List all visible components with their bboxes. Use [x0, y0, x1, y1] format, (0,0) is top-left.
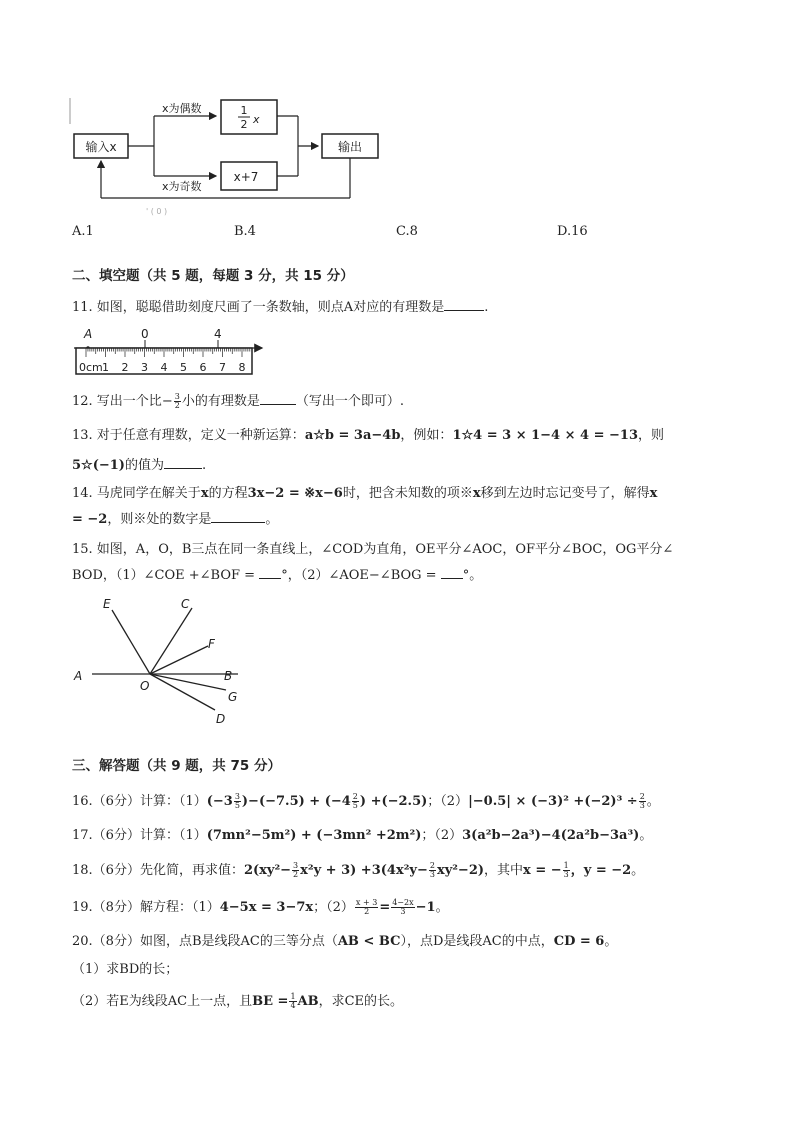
q16-frac2-num: 2 [352, 792, 358, 801]
section-2-title: 二、填空题（共 5 题，每题 3 分，共 15 分） [72, 268, 354, 284]
flow-half-den: 2 [240, 118, 248, 131]
question-14 [72, 484, 657, 504]
q14-x-2: x [472, 486, 481, 501]
ruler-label: 3 [141, 361, 148, 374]
q15-deg1: °，（2）∠AOE−∠BOG = [281, 568, 437, 583]
q18-frac3-num: 1 [563, 861, 569, 870]
ruler-label: 8 [238, 361, 246, 374]
q16-frac1-num: 3 [234, 792, 240, 801]
q11-text: 11. 如图，聪聪借助刻度尺画了一条数轴，则点A对应的有理数是 [72, 300, 445, 315]
option-d[interactable]: D.16 [557, 224, 588, 239]
flow-plus7-label: x+7 [233, 170, 259, 184]
q18-expr2: x²y + 3) +3(4x²y− [300, 863, 428, 878]
ruler-label: 6 [199, 361, 207, 374]
q18-frac2-num: 2 [429, 861, 435, 870]
q19-pre: 19.（8分）解方程：（1） [72, 900, 220, 915]
question-20-sub2 [72, 992, 403, 1012]
q18-frac-2 [429, 862, 436, 879]
q20-pre: 20.（8分）如图，点B是线段AC的三等分点（ [72, 934, 338, 949]
option-a[interactable]: A.1 [72, 224, 94, 239]
ruler-label: 1 [102, 361, 109, 374]
question-13-line2 [72, 456, 206, 476]
ruler-label: 5 [180, 361, 187, 374]
q19-mid: ；（2） [313, 900, 354, 915]
q15-deg2: °。 [462, 568, 483, 583]
question-18 [72, 861, 644, 881]
q18-frac2-den: 3 [429, 870, 435, 879]
q12-post: 小的有理数是 [181, 394, 260, 409]
q14-end: 。 [265, 512, 279, 527]
q16-term2: )−(−7.5) + (−4 [241, 794, 351, 809]
q16-end: 。 [646, 794, 660, 809]
point-b-label: B [224, 669, 233, 683]
q20-ab: AB [297, 994, 319, 1009]
point-c-label: C [181, 597, 190, 611]
q13-example: 1☆4 = 3 × 1−4 × 4 = −13 [452, 428, 639, 443]
q13-expr: 5☆(−1) [72, 458, 125, 473]
q14-mid2: 时，把含未知数的项※ [342, 486, 473, 501]
q15-blank-2 [441, 566, 463, 579]
q12-pre: 12. 写出一个比 [72, 394, 162, 409]
flow-half-num: 1 [240, 104, 248, 117]
flow-output-label: 输出 [337, 140, 363, 154]
question-17 [72, 826, 652, 846]
section-3-title: 三、解答题（共 9 题，共 75 分） [72, 758, 281, 774]
q20-sub2-end: ，求CE的长。 [318, 994, 404, 1009]
angle-figure [70, 592, 260, 728]
q17-part1: (7mn²−5m²) + (−3mn² +2m²) [206, 828, 422, 843]
q12-tail: （写出一个即可）. [295, 394, 404, 409]
q19-end: 。 [435, 900, 449, 915]
q14-pre: 14. 马虎同学在解关于 [72, 486, 201, 501]
question-20-sub1: （1）求BD的长； [72, 962, 179, 977]
q16-frac1-den: 5 [234, 801, 240, 810]
q12-minus: − [161, 394, 173, 409]
q14-equation: 3x−2 = ※x−6 [247, 486, 343, 501]
q17-mid: ；（2） [421, 828, 463, 843]
q13-pre: 13. 对于任意有理数，定义一种新运算： [72, 428, 305, 443]
q18-y-value: ，y = −2 [570, 863, 632, 878]
q17-end: 。 [639, 828, 653, 843]
q18-x-value: x = − [523, 863, 562, 878]
question-13 [72, 426, 664, 446]
q19-rest: −1 [415, 900, 436, 915]
q20-be: BE = [252, 994, 289, 1009]
q18-mid: ，其中 [484, 863, 524, 878]
q11-end: . [484, 300, 489, 315]
q12-blank [260, 392, 296, 405]
q16-pre: 16.（6分）计算：（1） [72, 794, 207, 809]
q18-frac1-num: 3 [293, 861, 299, 870]
point-g-label: G [228, 690, 238, 704]
q16-frac3-num: 2 [639, 792, 645, 801]
q18-expr3: xy²−2) [436, 863, 485, 878]
q20-cd: CD = 6 [553, 934, 605, 949]
question-16 [72, 792, 660, 812]
question-14-line2 [72, 510, 278, 530]
q13-end: . [201, 458, 207, 473]
option-b[interactable]: B.4 [234, 224, 256, 239]
q12-fraction [174, 393, 181, 410]
q19-frac2-den: 3 [400, 907, 406, 916]
q16-frac-3 [639, 793, 646, 810]
flow-odd-label: x为奇数 [162, 180, 202, 193]
ruler-number-line-figure [72, 326, 268, 378]
q20-frac-den: 4 [290, 1001, 296, 1010]
q13-text2: 的值为 [124, 458, 164, 473]
q14-blank [211, 510, 265, 523]
q16-term1: (−3 [206, 794, 233, 809]
ruler-label: 7 [219, 361, 226, 374]
q18-expr1: 2(xy²− [243, 863, 292, 878]
q20-frac-num: 1 [290, 992, 296, 1001]
q16-term3: ) +(−2.5) [359, 794, 428, 809]
q14-solution: = −2 [72, 512, 108, 527]
q14-text2: ，则※处的数字是 [107, 512, 212, 527]
point-a-label: A [84, 327, 93, 341]
option-c[interactable]: C.8 [396, 224, 418, 239]
q18-frac1-den: 2 [293, 870, 299, 879]
q13-blank [164, 456, 202, 469]
q11-blank [444, 298, 484, 311]
ruler-label: 4 [160, 361, 168, 374]
axis-4-label: 4 [214, 327, 222, 341]
question-19 [72, 898, 449, 918]
q13-mid: ，例如： [400, 428, 453, 443]
q15-blank-1 [259, 566, 281, 579]
point-d-label: D [216, 712, 226, 726]
ruler-label: 0cm [79, 361, 103, 374]
ruler-label: 2 [121, 361, 129, 374]
q14-mid3: 移到左边时忘记变号了，解得 [480, 486, 650, 501]
question-20 [72, 932, 617, 952]
q16-part2: |−0.5| × (−3)² +(−2)³ ÷ [468, 794, 638, 809]
q14-x: x [200, 486, 209, 501]
flow-even-label: x为偶数 [162, 102, 202, 115]
q16-mid: ；（2） [427, 794, 469, 809]
q17-part2: 3(a²b−2a³)−4(2a²b−3a³) [462, 828, 640, 843]
q18-end: 。 [631, 863, 645, 878]
q19-part1: 4−5x = 3−7x [219, 900, 314, 915]
q13-tail: ，则 [638, 428, 665, 443]
svg-text:' ( 0 ): ' ( 0 ) [146, 207, 168, 216]
q19-frac-1 [355, 899, 378, 916]
q20-fraction [289, 993, 296, 1010]
q20-sub2-pre: （2）若E为线段AC上一点，且 [72, 994, 253, 1009]
question-15: 15. 如图，A，O，B三点在同一条直线上，∠COD为直角，OE平分∠AOC，OF平分∠BOC，OG平分∠ [72, 542, 674, 557]
q19-equals: = [379, 900, 391, 915]
q18-frac-3 [563, 862, 570, 879]
flowchart-figure [66, 94, 396, 218]
question-15-line2 [72, 566, 482, 586]
q20-condition: AB < BC [337, 934, 401, 949]
axis-0-label: 0 [141, 327, 149, 341]
q12-frac-num: 3 [174, 392, 180, 401]
q12-frac-den: 2 [174, 401, 180, 410]
point-o-label: O [140, 679, 150, 693]
q19-frac2-num: 4−2x [392, 898, 414, 907]
flow-input-label: 输入x [85, 140, 117, 154]
q18-pre: 18.（6分）先化简，再求值： [72, 863, 244, 878]
q14-mid1: 的方程 [208, 486, 248, 501]
question-11 [72, 298, 488, 318]
q16-frac3-den: 3 [639, 801, 645, 810]
point-a-label-15: A [74, 669, 83, 683]
q16-frac-2 [352, 793, 359, 810]
q17-pre: 17.（6分）计算：（1） [72, 828, 207, 843]
q16-frac-1 [234, 793, 241, 810]
q19-frac1-den: 2 [364, 907, 370, 916]
q16-frac2-den: 5 [352, 801, 358, 810]
point-f-label: F [208, 637, 215, 651]
q15-part1: BOD，（1）∠COE +∠BOF = [72, 568, 256, 583]
q20-end: 。 [604, 934, 618, 949]
point-e-label: E [103, 597, 111, 611]
flow-half-var: x [253, 113, 260, 126]
q13-op-definition: a☆b = 3a−4b [304, 428, 401, 443]
q18-frac-1 [292, 862, 299, 879]
question-12 [72, 392, 404, 412]
q14-x-3: x [649, 486, 658, 501]
q19-frac-2 [391, 899, 414, 916]
q20-mid: ），点D是线段AC的中点， [400, 934, 554, 949]
q19-frac1-num: x + 3 [355, 898, 378, 907]
q18-frac3-den: 3 [563, 870, 569, 879]
